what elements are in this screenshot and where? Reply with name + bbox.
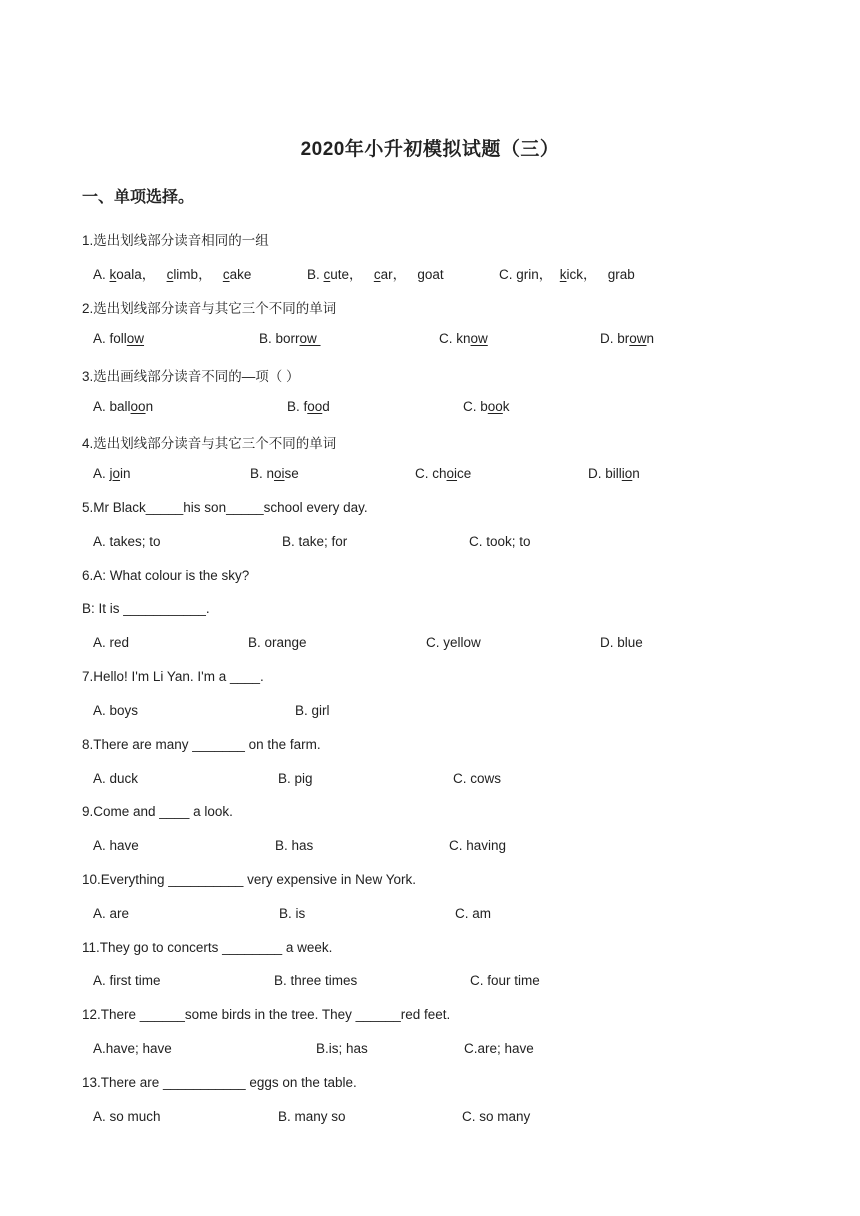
option-c[interactable]: C. yellow: [426, 635, 481, 650]
option-c[interactable]: C. cows: [453, 771, 502, 786]
option-a[interactable]: A. koala， climb， cake: [93, 267, 252, 282]
question-13-options: [93, 1109, 793, 1129]
question-2-stem: 2.选出划线部分读音与其它三个不同的单词: [82, 301, 337, 316]
option-b[interactable]: B. many so: [278, 1109, 346, 1124]
option-a[interactable]: A. duck: [93, 771, 139, 786]
option-a[interactable]: A. first time: [93, 973, 161, 988]
option-a[interactable]: A. takes; to: [93, 534, 161, 549]
question-6-options: [93, 635, 793, 655]
option-a[interactable]: A. so much: [93, 1109, 161, 1124]
option-d[interactable]: D. blue: [600, 635, 643, 650]
option-c[interactable]: C. took; to: [469, 534, 531, 549]
page-title: 2020年小升初模拟试题（三）: [300, 139, 560, 160]
option-b[interactable]: B. pig: [278, 771, 313, 786]
question-5-stem: 5.Mr Black_____his son_____school every day.: [82, 500, 368, 515]
option-b[interactable]: B. food: [287, 399, 330, 414]
option-c[interactable]: C. grin， kick， grab: [499, 267, 635, 282]
option-a[interactable]: A. follow: [93, 331, 145, 346]
question-12-options: [93, 1041, 793, 1061]
option-d[interactable]: D. brown: [600, 331, 655, 346]
option-b[interactable]: B. cute， car， goat: [307, 267, 444, 282]
option-b[interactable]: B. has: [275, 838, 314, 853]
option-c[interactable]: C. so many: [462, 1109, 531, 1124]
option-d[interactable]: D. billion: [588, 466, 640, 481]
question-11-stem: 11.They go to concerts ________ a week.: [82, 940, 333, 955]
option-c[interactable]: C. choice: [415, 466, 472, 481]
question-10-stem: 10.Everything __________ very expensive in New York.: [82, 872, 416, 887]
question-11-options: [93, 973, 793, 993]
option-c[interactable]: C. know: [439, 331, 488, 346]
option-a[interactable]: A. are: [93, 906, 130, 921]
option-a[interactable]: A. have: [93, 838, 139, 853]
option-a[interactable]: A. red: [93, 635, 130, 650]
question-9-stem: 9.Come and ____ a look.: [82, 804, 233, 819]
option-a[interactable]: A. balloon: [93, 399, 154, 414]
option-c[interactable]: C.are; have: [464, 1041, 534, 1056]
option-a[interactable]: A. boys: [93, 703, 139, 718]
option-a[interactable]: A. join: [93, 466, 131, 481]
question-4-stem: 4.选出划线部分读音与其它三个不同的单词: [82, 436, 337, 451]
question-9-options: [93, 838, 793, 858]
question-1-stem: 1.选出划线部分读音相同的一组: [82, 233, 269, 248]
question-3-stem: 3.选出画线部分读音不同的—项（ ）: [82, 369, 300, 384]
question-10-options: [93, 906, 793, 926]
option-c[interactable]: C. am: [455, 906, 492, 921]
option-b[interactable]: B. is: [279, 906, 306, 921]
option-b[interactable]: B. orange: [248, 635, 307, 650]
question-7-options: [93, 703, 793, 723]
question-5-options: [93, 534, 793, 554]
option-b[interactable]: B. borrow: [259, 331, 321, 346]
option-b[interactable]: B. noise: [250, 466, 299, 481]
question-7-stem: 7.Hello! I'm Li Yan. I'm a ____.: [82, 669, 264, 684]
question-6-stem-b: B: It is ___________.: [82, 601, 210, 616]
option-a[interactable]: A.have; have: [93, 1041, 172, 1056]
option-c[interactable]: C. four time: [470, 973, 540, 988]
question-1-options: [93, 263, 793, 283]
option-b[interactable]: B. take; for: [282, 534, 348, 549]
option-b[interactable]: B. girl: [295, 703, 330, 718]
question-2-options: [93, 331, 793, 351]
section-heading: 一、单项选择。: [82, 189, 195, 206]
question-8-stem: 8.There are many _______ on the farm.: [82, 737, 321, 752]
option-b[interactable]: B.is; has: [316, 1041, 368, 1056]
option-c[interactable]: C. having: [449, 838, 507, 853]
option-c[interactable]: C. book: [463, 399, 510, 414]
option-b[interactable]: B. three times: [274, 973, 358, 988]
question-3-options: [93, 399, 793, 419]
question-8-options: [93, 771, 793, 791]
question-12-stem: 12.There ______some birds in the tree. They ______red feet.: [82, 1007, 451, 1022]
question-13-stem: 13.There are ___________ eggs on the table.: [82, 1075, 357, 1090]
question-4-options: [93, 466, 793, 486]
question-6-stem: 6.A: What colour is the sky?: [82, 568, 250, 583]
